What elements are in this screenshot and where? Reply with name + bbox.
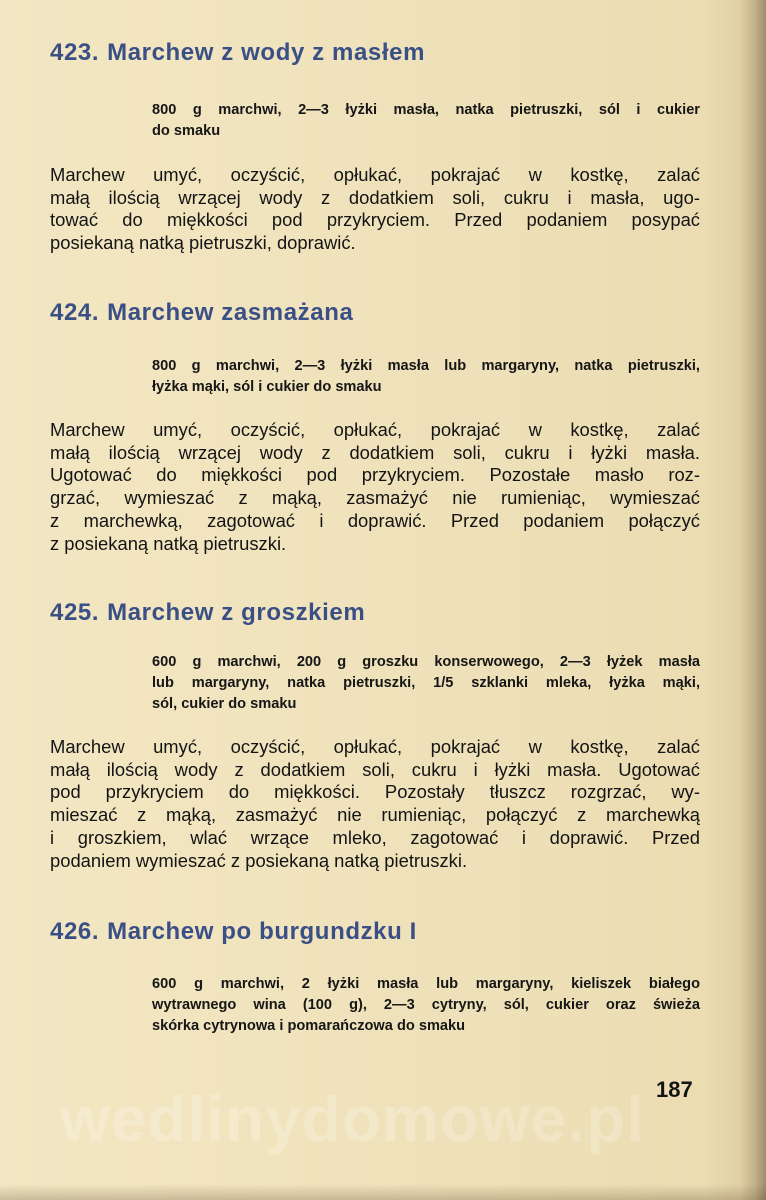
recipe-title: Marchew po burgundzku I bbox=[107, 918, 417, 945]
method-line: małą ilością wody z dodatkiem soli, cukru i łyżki masła. Ugotować bbox=[50, 758, 700, 780]
recipe-heading bbox=[50, 39, 425, 67]
method-line: podaniem wymieszać z posiekaną natką pietruszki. bbox=[50, 849, 468, 871]
recipe-number: 426. bbox=[50, 918, 100, 945]
page-bottom-shadow bbox=[0, 1184, 766, 1200]
method-line: małą ilością wrzącej wody z dodatkiem soli, cukru i masła, ugo- bbox=[50, 186, 700, 208]
ingredients-line: wytrawnego wina (100 g), 2—3 cytryny, sól, cukier oraz świeża bbox=[152, 997, 700, 1013]
recipe-title: Marchew z wody z masłem bbox=[107, 39, 426, 66]
method-line: i groszkiem, wlać wrzące mleko, zagotować i doprawić. Przed bbox=[50, 826, 700, 848]
recipe-number: 423. bbox=[50, 39, 100, 66]
method-line: małą ilością wrzącej wody z dodatkiem soli, cukru i łyżki masła. bbox=[50, 441, 700, 463]
method-line: z marchewką, zagotować i doprawić. Przed podaniem połączyć bbox=[50, 509, 700, 531]
method-line: Marchew umyć, oczyścić, opłukać, pokrajać w kostkę, zalać bbox=[50, 419, 700, 440]
ingredients-line: 600 g marchwi, 200 g groszku konserwowego, 2—3 łyżek masła bbox=[152, 654, 700, 670]
method-line: Marchew umyć, oczyścić, opłukać, pokrajać w kostkę, zalać bbox=[50, 164, 700, 185]
recipe-heading bbox=[50, 299, 353, 327]
page-edge-shadow bbox=[740, 0, 766, 1200]
recipe-number: 425. bbox=[50, 599, 100, 626]
recipe-title: Marchew zasmażana bbox=[107, 299, 354, 326]
method-line: grzać, wymieszać z mąką, zasmażyć nie rumieniąc, wymieszać bbox=[50, 487, 700, 509]
ingredients-line: do smaku bbox=[152, 123, 221, 139]
ingredients-line: skórka cytrynowa i pomarańczowa do smaku bbox=[152, 1018, 466, 1034]
ingredients-list bbox=[152, 356, 700, 398]
recipe-heading bbox=[50, 918, 417, 946]
ingredients-line: lub margaryny, natka pietruszki, 1/5 szklanki mleka, łyżka mąki, bbox=[152, 675, 700, 691]
ingredients-list bbox=[152, 974, 700, 1037]
page-number: 187 bbox=[656, 1077, 693, 1102]
method-line: Ugotować do miękkości pod przykryciem. Pozostałe masło roz- bbox=[50, 464, 700, 486]
method-text bbox=[50, 736, 700, 872]
ingredients-line: 800 g marchwi, 2—3 łyżki masła lub margaryny, natka pietruszki, bbox=[152, 358, 700, 374]
ingredients-line: sól, cukier do smaku bbox=[152, 696, 297, 712]
method-line: z posiekaną natką pietruszki. bbox=[50, 532, 287, 554]
ingredients-line: 800 g marchwi, 2—3 łyżki masła, natka pietruszki, sól i cukier bbox=[152, 102, 700, 118]
recipe-heading bbox=[50, 599, 365, 627]
ingredients-list bbox=[152, 652, 700, 715]
method-line: tować do miękkości pod przykryciem. Przed podaniem posypać bbox=[50, 209, 700, 231]
recipe-title: Marchew z groszkiem bbox=[107, 599, 366, 626]
ingredients-line: łyżka mąki, sól i cukier do smaku bbox=[152, 379, 382, 395]
watermark-text: wedlinydomowe.pl bbox=[60, 1083, 645, 1155]
method-text bbox=[50, 164, 700, 255]
method-line: Marchew umyć, oczyścić, opłukać, pokrajać w kostkę, zalać bbox=[50, 736, 700, 757]
ingredients-line: 600 g marchwi, 2 łyżki masła lub margaryny, kieliszek białego bbox=[152, 976, 700, 992]
method-line: mieszać z mąką, zasmażyć nie rumieniąc, połączyć z marchewką bbox=[50, 804, 700, 826]
ingredients-list bbox=[152, 100, 700, 142]
method-line: posiekaną natką pietruszki, doprawić. bbox=[50, 232, 356, 254]
recipe-number: 424. bbox=[50, 299, 100, 326]
method-text bbox=[50, 419, 700, 555]
method-line: pod przykryciem do miękkości. Pozostały tłuszcz rozgrzać, wy- bbox=[50, 781, 700, 803]
